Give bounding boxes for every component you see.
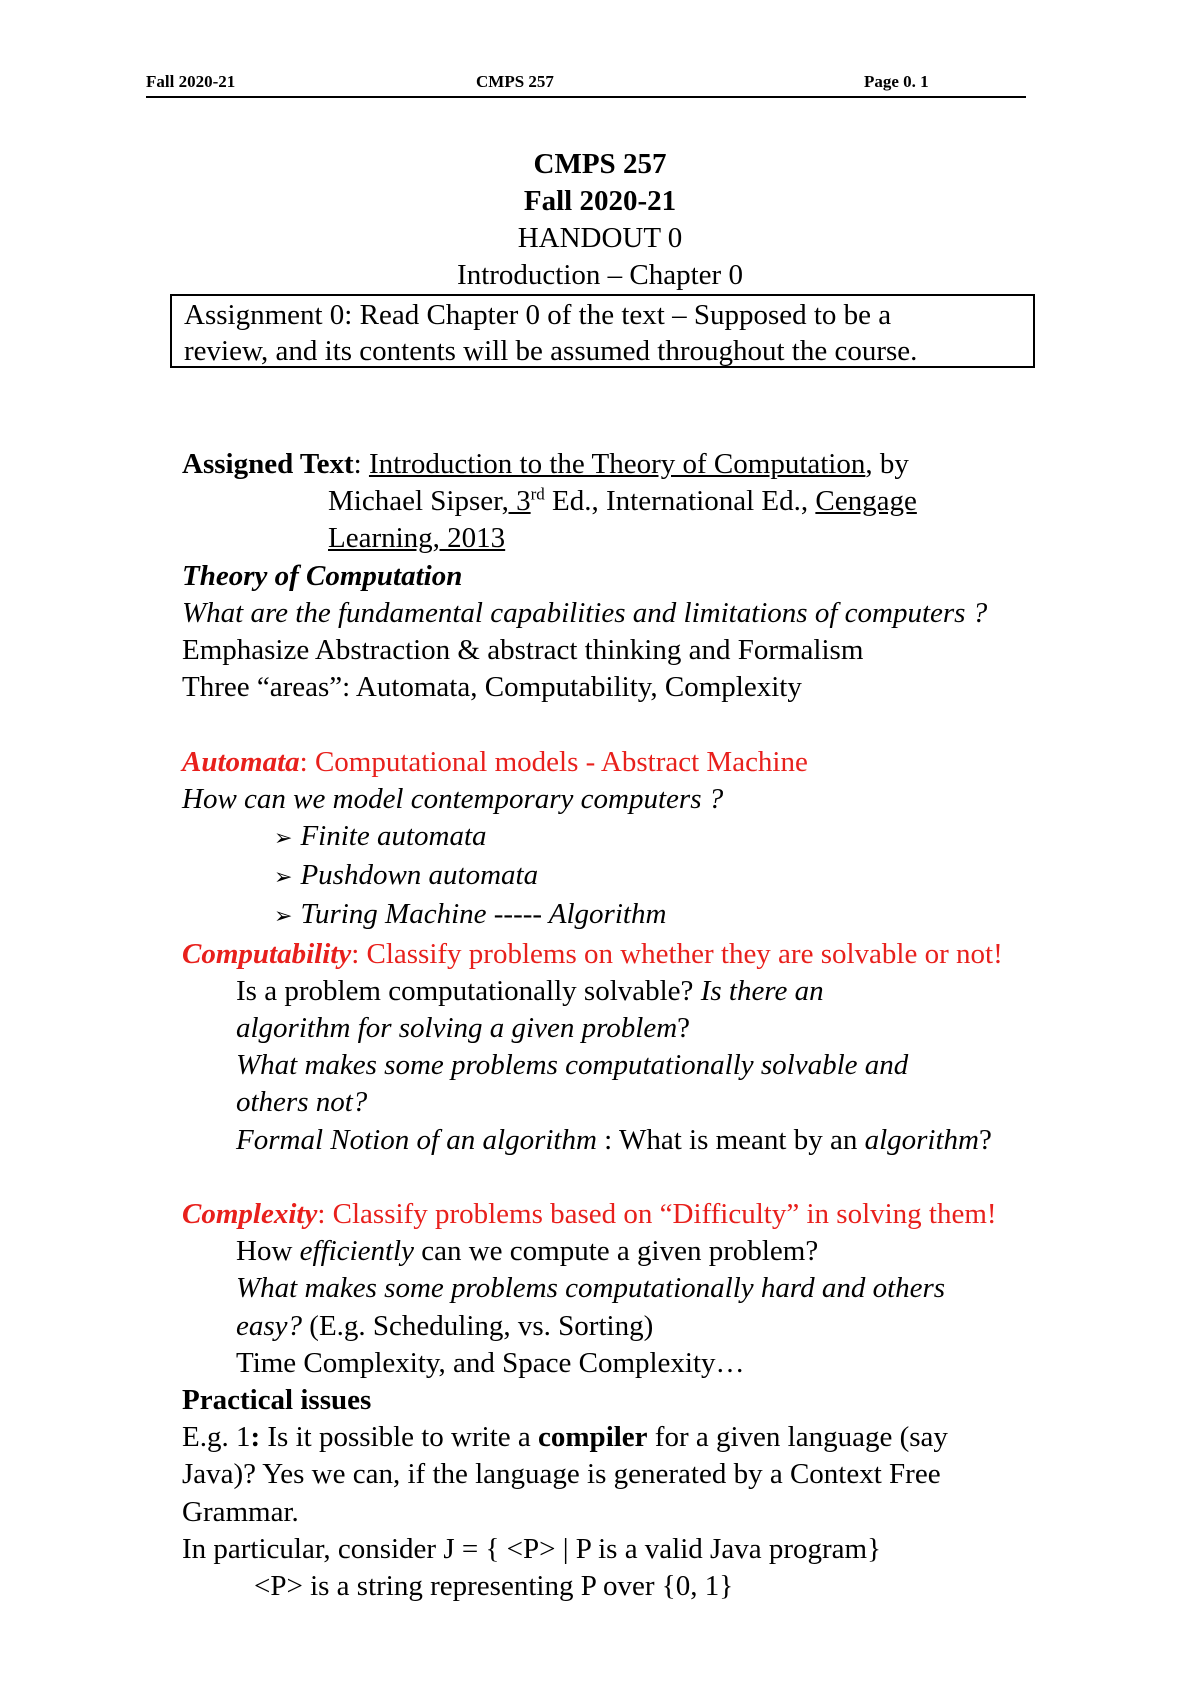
list-item: ➢ Finite automata bbox=[274, 820, 487, 853]
page-header bbox=[146, 70, 1026, 98]
complexity-line-1: How efficiently can we compute a given problem? bbox=[236, 1235, 819, 1268]
title-block bbox=[0, 146, 1200, 294]
list-item: ➢ Pushdown automata bbox=[274, 859, 539, 892]
theory-heading: Theory of Computation bbox=[182, 559, 463, 592]
computability-line-5: Formal Notion of an algorithm : What is meant by an algorithm? bbox=[236, 1123, 992, 1156]
assigned-text-label: Assigned Text bbox=[182, 448, 354, 480]
list-item: ➢ Turing Machine ----- Algorithm bbox=[274, 898, 667, 931]
practical-heading: Practical issues bbox=[182, 1384, 372, 1417]
book-author: Michael Sipser bbox=[328, 485, 502, 518]
theory-emphasize: Emphasize Abstraction & abstract thinking and Formalism bbox=[182, 634, 864, 667]
complexity-line-4: Time Complexity, and Space Complexity… bbox=[236, 1346, 745, 1379]
practical-line-2: Java)? Yes we can, if the language is generated by a Context Free bbox=[182, 1458, 941, 1491]
term-title: Fall 2020-21 bbox=[523, 185, 677, 217]
theory-question: What are the fundamental capabilities and limitations of computers ? bbox=[182, 596, 988, 629]
handout-title: HANDOUT 0 bbox=[517, 222, 683, 254]
computability-line-3: What makes some problems computationally solvable and bbox=[236, 1049, 909, 1082]
course-title: CMPS 257 bbox=[533, 148, 667, 180]
automata-question: How can we model contemporary computers ? bbox=[182, 782, 724, 815]
computability-heading: Computability: Classify problems on whether they are solvable or not! bbox=[182, 937, 1003, 970]
arrow-bullet-icon: ➢ bbox=[274, 865, 293, 891]
assigned-text-line: Assigned Text: Introduction to the Theory of Computation, by bbox=[182, 448, 909, 480]
assignment-box bbox=[170, 294, 1035, 368]
arrow-bullet-icon: ➢ bbox=[274, 826, 293, 852]
header-course: CMPS 257 bbox=[476, 72, 554, 91]
book-title: Introduction to the Theory of Computation bbox=[368, 448, 866, 480]
practical-line-5: <P> is a string representing P over {0, 1} bbox=[254, 1570, 734, 1603]
computability-line-4: others not? bbox=[236, 1086, 368, 1119]
complexity-heading: Complexity: Classify problems based on “Difficulty” in solving them! bbox=[182, 1198, 997, 1231]
computability-line-2: algorithm for solving a given problem? bbox=[236, 1012, 691, 1045]
practical-line-3: Grammar. bbox=[182, 1495, 299, 1528]
assignment-line-1: Assignment 0: Read Chapter 0 of the text – Supposed to be a bbox=[184, 299, 892, 331]
assigned-publisher-line: Learning, 2013 bbox=[328, 522, 506, 555]
complexity-line-3: easy? (E.g. Scheduling, vs. Sorting) bbox=[236, 1309, 654, 1342]
handout-body bbox=[182, 446, 1142, 1605]
assigned-author-line: Michael Sipser, 3rd Ed., International Ed., Cengage bbox=[328, 484, 917, 518]
practical-line-1: E.g. 1: Is it possible to write a compiler for a given language (say bbox=[182, 1421, 948, 1454]
assignment-line-2: review, and its contents will be assumed throughout the course. bbox=[184, 335, 918, 367]
practical-line-4: In particular, consider J = { <P> | P is a valid Java program} bbox=[182, 1532, 881, 1565]
header-term: Fall 2020-21 bbox=[146, 72, 236, 91]
arrow-bullet-icon: ➢ bbox=[274, 904, 293, 930]
complexity-line-2: What makes some problems computationally hard and others bbox=[236, 1272, 946, 1305]
chapter-subtitle: Introduction – Chapter 0 bbox=[457, 259, 743, 291]
theory-areas: Three “areas”: Automata, Computability, Complexity bbox=[182, 671, 802, 704]
spacer bbox=[182, 1159, 1142, 1196]
spacer bbox=[182, 706, 1142, 743]
computability-line-1: Is a problem computationally solvable? Is there an bbox=[236, 974, 824, 1007]
header-page-number: Page 0. 1 bbox=[864, 72, 929, 91]
automata-heading: Automata: Computational models - Abstract Machine bbox=[182, 745, 808, 778]
book-publisher: Cengage bbox=[815, 485, 917, 518]
